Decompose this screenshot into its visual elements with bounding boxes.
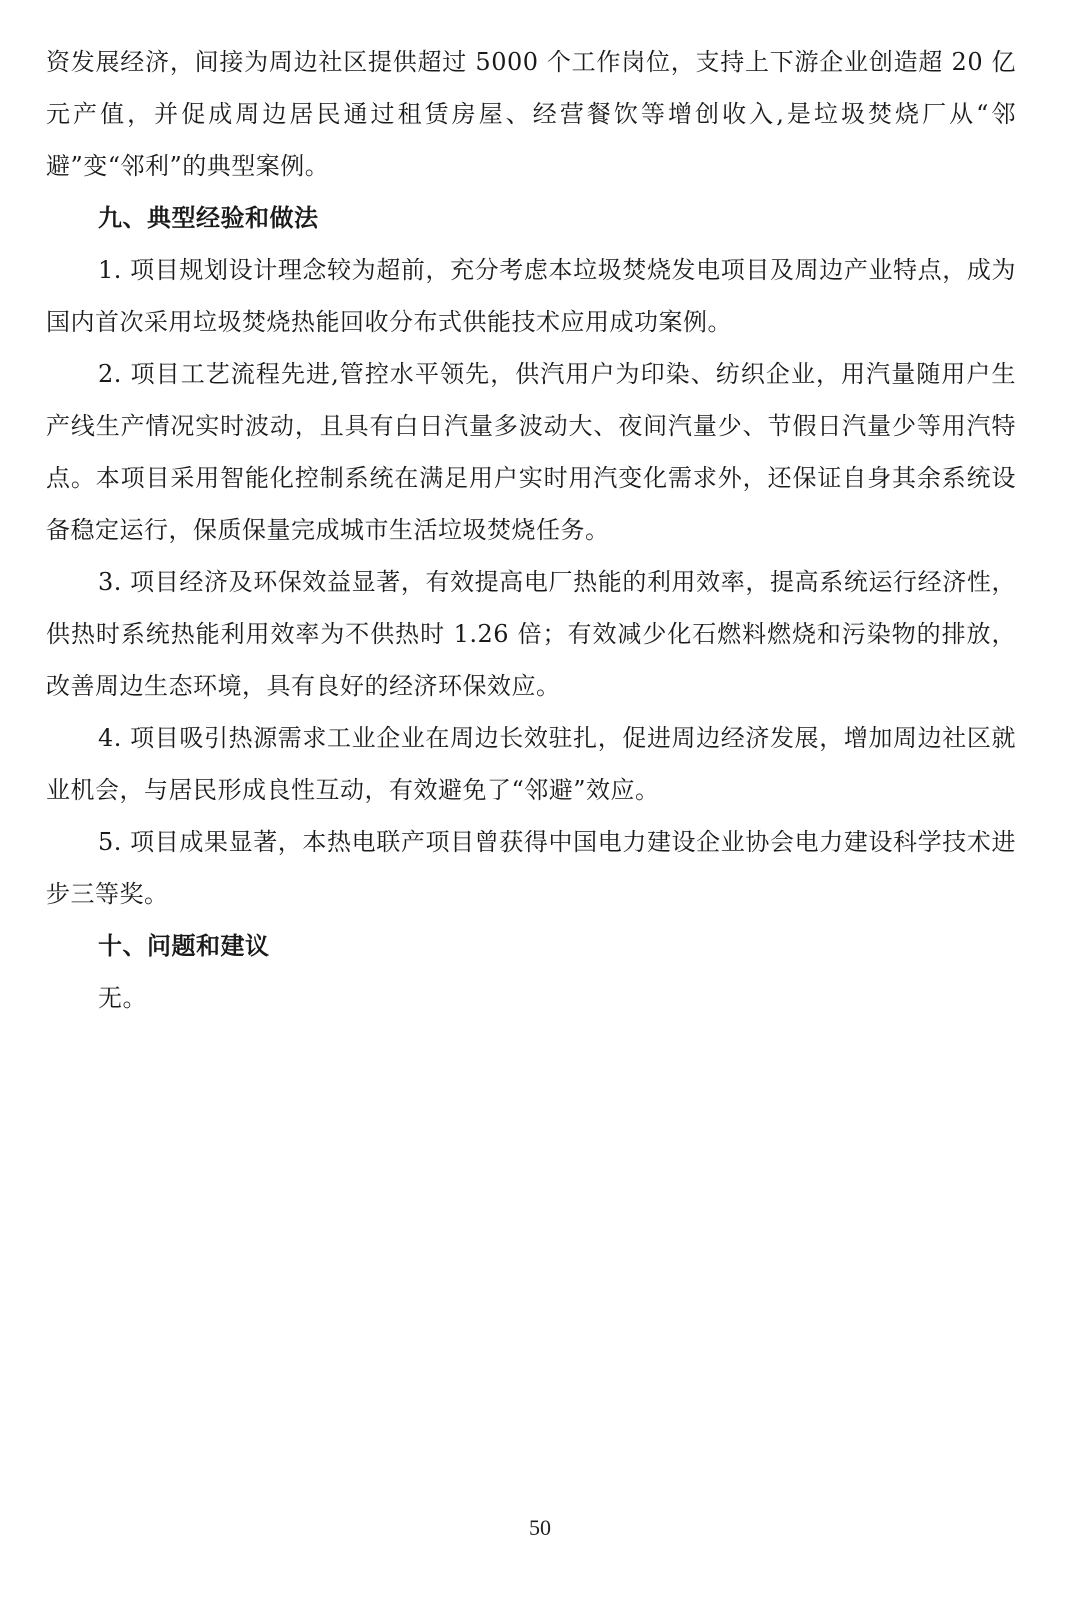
paragraph-item-5: 5. 项目成果显著，本热电联产项目曾获得中国电力建设企业协会电力建设科学技术进步三等奖。 <box>46 828 1016 908</box>
paragraph-item-3: 3. 项目经济及环保效益显著，有效提高电厂热能的利用效率，提高系统运行经济性，供热时系统热能利用效率为不供热时 1.26 倍；有效减少化石燃料燃烧和污染物的排放，改善周边生态环境，具有良好的经济环保效应。 <box>46 568 1016 700</box>
document-body <box>46 36 1016 1024</box>
section-heading-9: 九、典型经验和做法 <box>98 203 319 232</box>
paragraph-continued: 资发展经济，间接为周边社区提供超过 5000 个工作岗位，支持上下游企业创造超 20 亿元产值，并促成周边居民通过租赁房屋、经营餐饮等增创收入,是垃圾焚烧厂从“邻避”变“邻利”的典型案例。 <box>46 48 1016 180</box>
paragraph-none: 无。 <box>98 984 147 1012</box>
paragraph-item-1: 1. 项目规划设计理念较为超前，充分考虑本垃圾焚烧发电项目及周边产业特点，成为国内首次采用垃圾焚烧热能回收分布式供能技术应用成功案例。 <box>46 256 1016 336</box>
paragraph-item-2: 2. 项目工艺流程先进,管控水平领先，供汽用户为印染、纺织企业，用汽量随用户生产线生产情况实时波动，且具有白日汽量多波动大、夜间汽量少、节假日汽量少等用汽特点。本项目采用智能化控制系统在满足用户实时用汽变化需求外，还保证自身其余系统设备稳定运行，保质保量完成城市生活垃圾焚烧任务。 <box>46 360 1016 544</box>
paragraph-item-4: 4. 项目吸引热源需求工业企业在周边长效驻扎，促进周边经济发展，增加周边社区就业机会，与居民形成良性互动，有效避免了“邻避”效应。 <box>46 724 1016 804</box>
section-heading-10: 十、问题和建议 <box>98 931 270 960</box>
page-number: 50 <box>529 1515 551 1540</box>
